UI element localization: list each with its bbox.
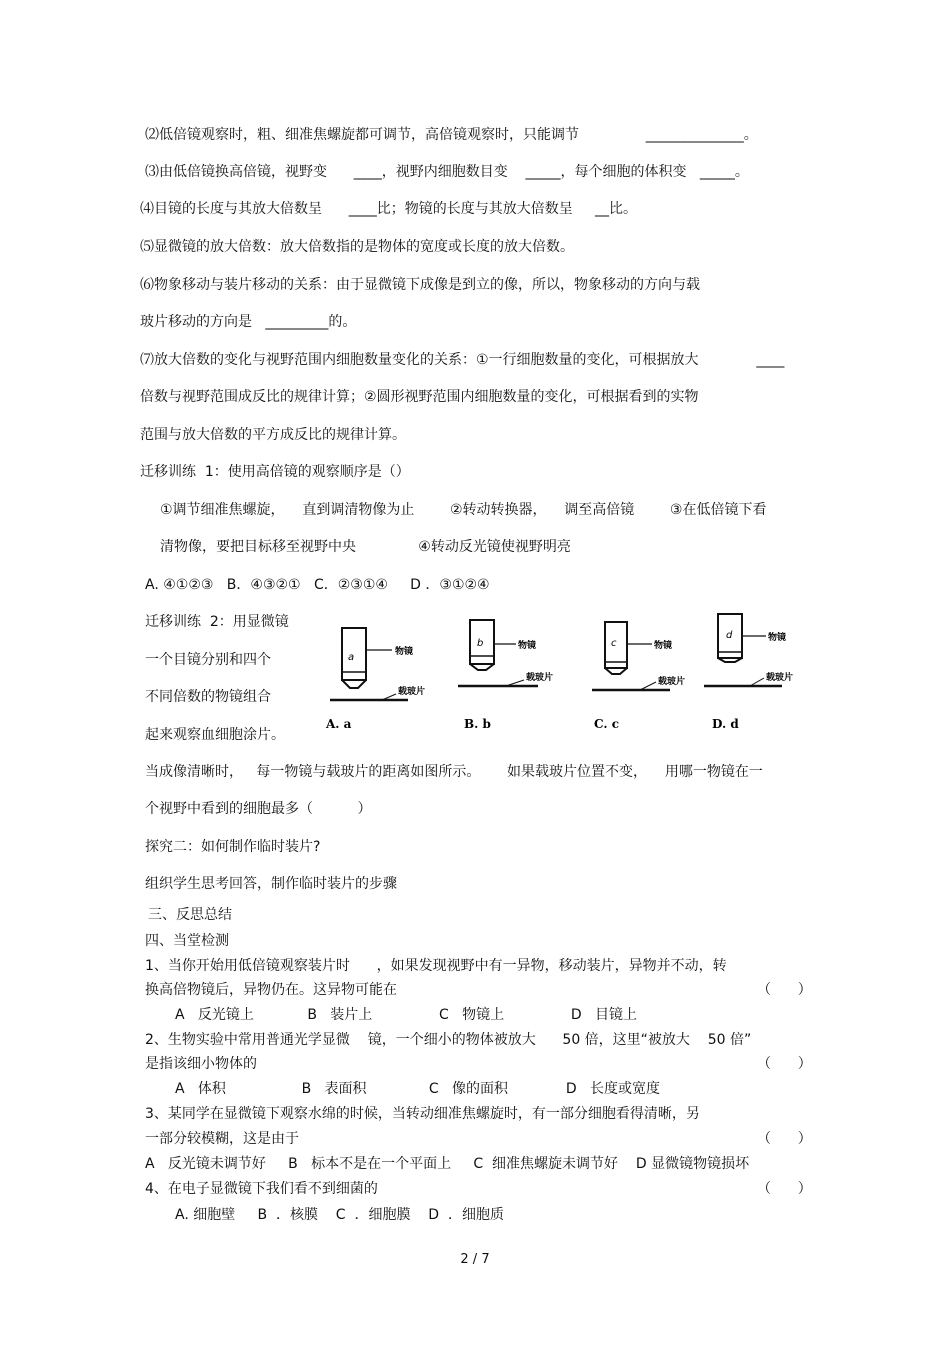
objective-label: 物镜 bbox=[518, 641, 537, 651]
objective-letter-c: c bbox=[611, 638, 617, 649]
text-line: 是指该细小物体的 bbox=[145, 1056, 257, 1072]
text-line: 探究二：如何制作临时装片? bbox=[145, 839, 321, 855]
text-line: 4、在电子显微镜下我们看不到细菌的 bbox=[145, 1181, 378, 1197]
text-line: 不同倍数的物镜组合 bbox=[145, 689, 271, 705]
text-line: 2、生物实验中常用普通光学显微 镜，一个细小的物体被放大 50 倍，这里“被放大 50 倍” bbox=[145, 1032, 752, 1048]
text-line: （ ） bbox=[757, 1131, 812, 1147]
text-line: A. 细胞壁 B ．核膜 C ．细胞膜 D ．细胞质 bbox=[175, 1207, 504, 1223]
objective-lens-figure bbox=[320, 606, 810, 746]
text-line: A 反光镜未调节好 B 标本不是在一个平面上 C 细准焦螺旋未调节好 D 显微镜物镜损坏 bbox=[145, 1156, 750, 1172]
figure-caption-d: D. d bbox=[712, 717, 739, 731]
text-line: A 反光镜上 B 装片上 C 物镜上 D 目镜上 bbox=[175, 1007, 638, 1023]
text-line: 一个目镜分别和四个 bbox=[145, 652, 271, 668]
figure-panel-b bbox=[458, 620, 553, 731]
slide-label: 载玻片 bbox=[526, 673, 554, 683]
text-line: 迁移训练 2：用显微镜 bbox=[145, 614, 289, 630]
text-line: 范围与放大倍数的平方成反比的规律计算。 bbox=[140, 427, 406, 443]
figure-panel-a bbox=[325, 628, 425, 731]
objective-letter-d: d bbox=[726, 630, 733, 641]
figure-caption-a: A. a bbox=[326, 717, 352, 731]
text-line: 迁移训练 1：使用高倍镜的观察顺序是（） bbox=[140, 464, 410, 480]
slide-label: 载玻片 bbox=[658, 677, 686, 687]
slide-label: 载玻片 bbox=[766, 673, 794, 683]
text-line: 倍数与视野范围成反比的规律计算；②圆形视野范围内细胞数量的变化，可根据看到的实物 bbox=[140, 389, 699, 405]
text-line: 3、某同学在显微镜下观察水绵的时候，当转动细准焦螺旋时，有一部分细胞看得清晰，另 bbox=[145, 1106, 700, 1122]
figure-caption-b: B. b bbox=[464, 717, 491, 731]
objective-letter-b: b bbox=[477, 638, 484, 649]
text-line: 换高倍物镜后，异物仍在。这异物可能在 bbox=[145, 982, 397, 998]
text-line: A 体积 B 表面积 C 像的面积 D 长度或宽度 bbox=[175, 1081, 660, 1097]
figure-panel-d bbox=[704, 614, 793, 731]
figure-panel-c bbox=[592, 622, 685, 731]
objective-label: 物镜 bbox=[654, 641, 673, 651]
text-line: ⑹物象移动与装片移动的关系：由于显微镜下成像是到立的像，所以，物象移动的方向与载 bbox=[140, 277, 700, 293]
text-line: ⑷目镜的长度与其放大倍数呈 ____比；物镜的长度与其放大倍数呈 __比。 bbox=[140, 201, 637, 217]
text-line: 当成像清晰时， 每一物镜与载玻片的距离如图所示。 如果载玻片位置不变， 用哪一物镜在一 bbox=[145, 764, 763, 780]
text-line: 四、当堂检测 bbox=[145, 933, 229, 949]
text-line: 一部分较模糊，这是由于 bbox=[145, 1131, 299, 1147]
text-line: （ ） bbox=[757, 982, 812, 998]
text-line: （ ） bbox=[757, 1056, 812, 1072]
text-line: 三、反思总结 bbox=[148, 907, 232, 923]
text-line: ⑶由低倍镜换高倍镜，视野变 ____，视野内细胞数目变 _____，每个细胞的体积变 _____。 bbox=[145, 164, 749, 180]
text-line: A. ④①②③ B．④③②① C．②③①④ D ．③①②④ bbox=[145, 577, 490, 593]
text-line: 1、当你开始用低倍镜观察装片时 ，如果发现视野中有一异物，移动装片，异物并不动，转 bbox=[145, 958, 727, 974]
text-line: 个视野中看到的细胞最多（ ） bbox=[145, 801, 372, 817]
text-line: 组织学生思考回答，制作临时装片的步骤 bbox=[145, 876, 397, 892]
text-line: （ ） bbox=[757, 1181, 812, 1197]
text-line: ⑵低倍镜观察时，粗、细准焦螺旋都可调节，高倍镜观察时，只能调节 ______________。 bbox=[145, 127, 758, 143]
objective-label: 物镜 bbox=[395, 647, 414, 657]
text-line: ①调节细准焦螺旋， 直到调清物像为止 ②转动转换器， 调至高倍镜 ③在低倍镜下看 bbox=[160, 502, 767, 518]
text-line: ⑺放大倍数的变化与视野范围内细胞数量变化的关系：①一行细胞数量的变化，可根据放大 ____ bbox=[140, 352, 785, 368]
objective-letter-a: a bbox=[348, 652, 355, 663]
figure-caption-c: C. c bbox=[594, 717, 620, 731]
slide-label: 载玻片 bbox=[398, 687, 426, 697]
text-line: 起来观察血细胞涂片。 bbox=[145, 727, 285, 743]
text-line: 玻片移动的方向是 _________的。 bbox=[140, 314, 357, 330]
text-line: ⑸显微镜的放大倍数：放大倍数指的是物体的宽度或长度的放大倍数。 bbox=[140, 239, 574, 255]
text-line: 清物像，要把目标移至视野中央 ④转动反光镜使视野明亮 bbox=[160, 539, 571, 555]
page-number: 2 / 7 bbox=[460, 1252, 490, 1267]
objective-label: 物镜 bbox=[768, 633, 787, 643]
